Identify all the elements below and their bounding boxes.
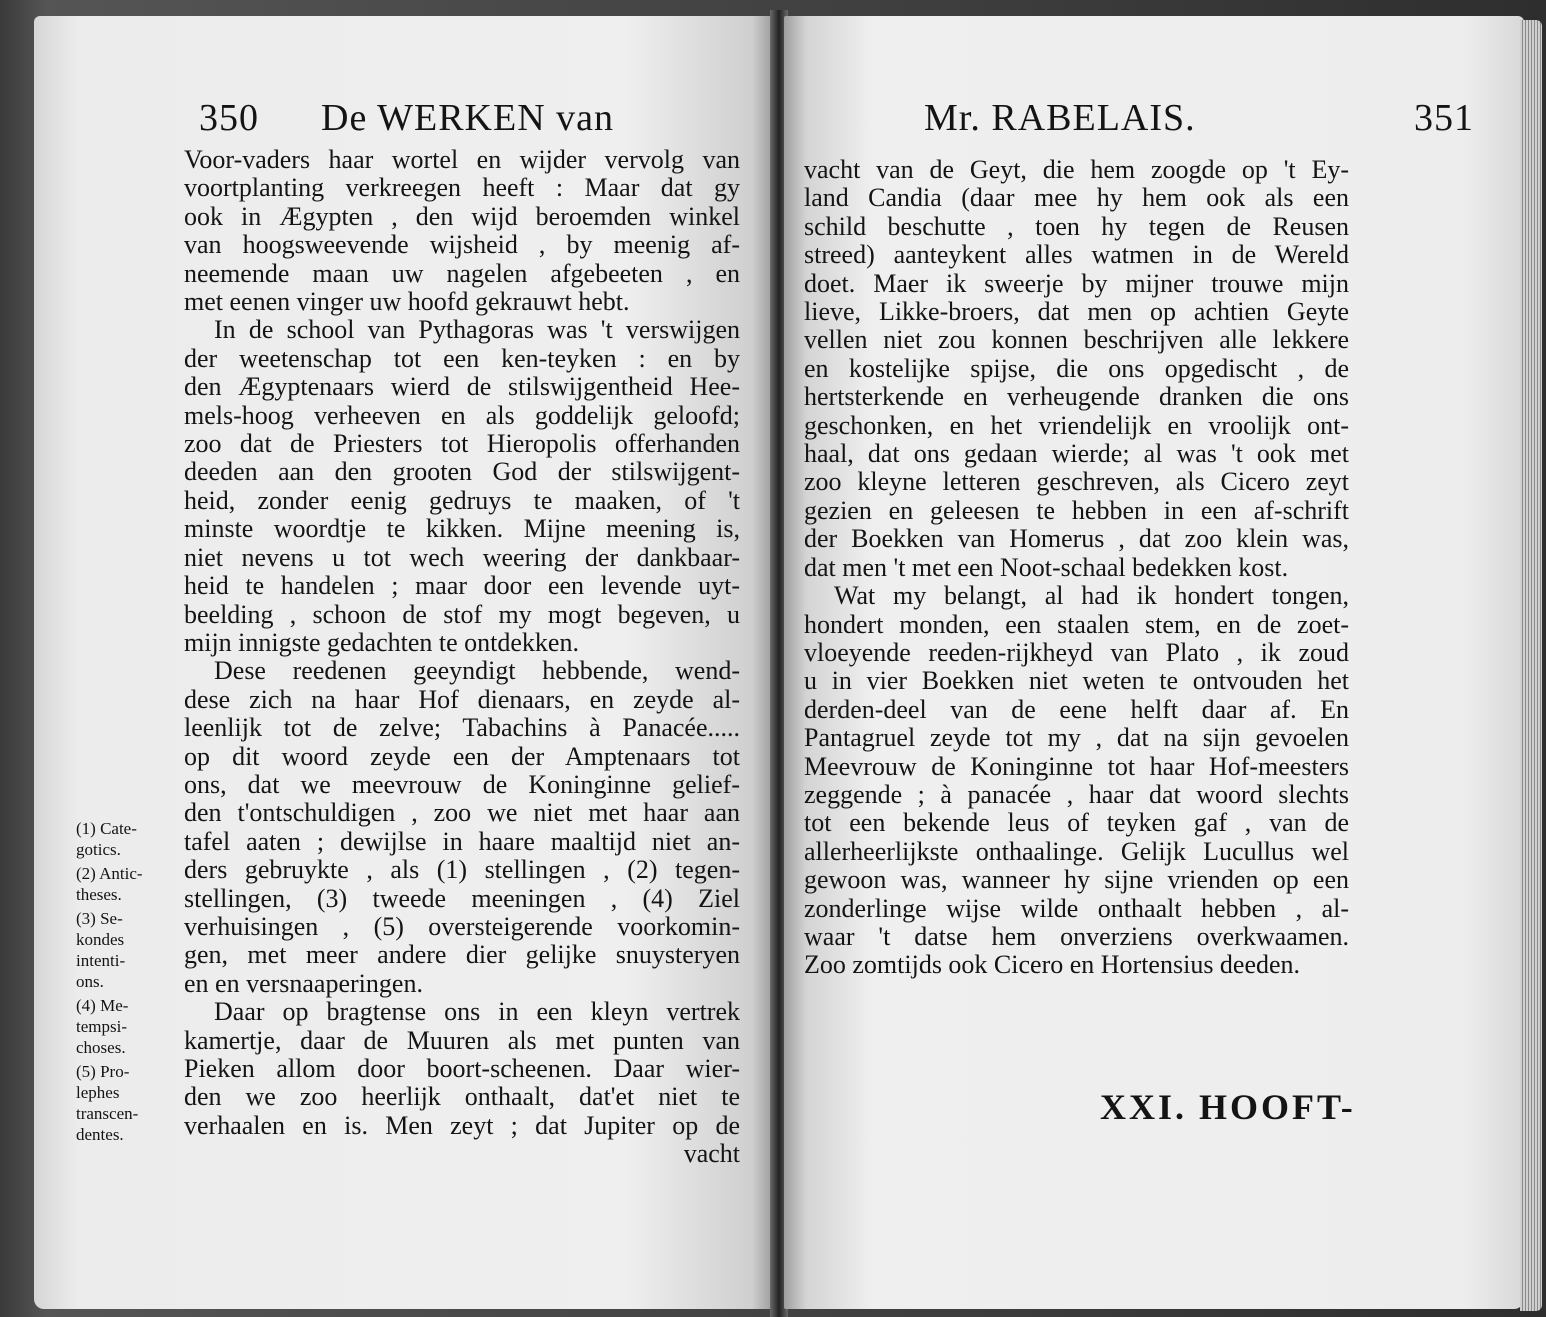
- text-line: vacht van de Geyt, die hem zoogde op 't Ey-: [804, 156, 1349, 184]
- text-line: haal, dat ons gedaan wierde; al was 't ook met: [804, 440, 1349, 469]
- text-line: voortplanting verkreegen heeft : Maar dat gy: [184, 174, 740, 203]
- text-line: dese zich na haar Hof dienaars, en zeyde al-: [184, 685, 740, 714]
- text-line: mijn innigste gedachten te ontdekken.: [184, 628, 579, 657]
- left-page-number: 350: [199, 97, 259, 139]
- left-margin-notes: [76, 818, 172, 1148]
- text-line: zonderlinge wijse wilde onthaalt hebben , al-: [804, 894, 1349, 923]
- left-page-body: [184, 146, 740, 1169]
- margin-note: [76, 818, 172, 860]
- text-line: ook in Ægypten , den wijd beroemden winkel: [184, 202, 740, 231]
- text-line: derden-deel van de eene helft daar af. En: [804, 695, 1349, 724]
- text-line: vellen niet zou konnen beschrijven alle lekkere: [804, 326, 1349, 355]
- text-line: heid te handelen ; maar door een levende uyt-: [184, 572, 740, 601]
- right-running-head: Mr. RABELAIS.: [924, 97, 1196, 139]
- text-line: Dese reedenen geeyndigt hebbende, wend-: [214, 657, 740, 686]
- text-line: heid, zonder eenig gedruys te maaken, of 't: [184, 486, 740, 515]
- text-line: verhuisingen , (5) oversteigerende voorkomin-: [184, 912, 740, 941]
- margin-note: [76, 908, 172, 992]
- margin-note-line: (2) Antic-: [76, 864, 143, 883]
- margin-note-line: (3) Se-: [76, 909, 123, 928]
- text-line: op dit woord zeyde een der Amptenaars tot: [184, 742, 740, 771]
- text-line: kamertje, daar de Muuren als met punten van: [184, 1026, 740, 1055]
- text-line: met eenen vinger uw hoofd gekrauwt hebt.: [184, 288, 630, 317]
- margin-note-line: intenti-: [76, 951, 126, 970]
- margin-note-line: dentes.: [76, 1125, 124, 1144]
- text-line: gezien en geleesen te hebben in een af-schrift: [804, 496, 1349, 525]
- text-line: geschonken, en het vriendelijk en vroolijk ont-: [804, 411, 1349, 440]
- text-line: leenlijk tot de zelve; Tabachins à Panacée.....: [184, 714, 740, 743]
- text-line: Wat my belangt, al had ik hondert tongen,: [834, 582, 1349, 611]
- text-line: zeggende ; à panacée , haar dat woord slechts: [804, 780, 1349, 809]
- text-line: mels-hoog verheeven en als goddelijk geloofd;: [184, 401, 740, 430]
- text-line: dat men 't met een Noot-schaal bedekken kost.: [804, 553, 1289, 582]
- page-edges: [1520, 20, 1542, 1311]
- margin-note-line: theses.: [76, 885, 122, 904]
- text-line: gen, met meer andere dier gelijke snuysteryen: [184, 941, 740, 970]
- margin-note-line: tempsi-: [76, 1017, 127, 1036]
- text-line: streed) aanteykent alles watmen in de Wereld: [804, 241, 1349, 270]
- text-line: niet nevens u tot wech weering der dankbaar-: [184, 543, 740, 572]
- text-line: ders gebruykte , als (1) stellingen , (2) tegen-: [184, 856, 740, 885]
- text-line: hondert monden, een staalen stem, en de zoet-: [804, 610, 1349, 639]
- margin-note-line: ons.: [76, 972, 104, 991]
- left-page: [34, 16, 774, 1309]
- text-line: en kostelijke spijse, die ons opgedischt , de: [804, 354, 1349, 383]
- text-line: tot een bekende leus of teyken gaf , van de: [804, 809, 1349, 838]
- left-running-head: De WERKEN van: [321, 97, 615, 139]
- text-line: In de school van Pythagoras was 't verswijgen: [214, 316, 740, 345]
- chapter-heading: XXI. HOOFT-: [1100, 1087, 1356, 1127]
- text-line: Pieken allom door boort-scheenen. Daar wier-: [184, 1055, 740, 1083]
- right-page: [784, 16, 1524, 1309]
- text-line: den t'ontschuldigen , zoo we niet met haar aan: [184, 799, 740, 828]
- text-line: tafel aaten ; dewijlse in haare maaltijd niet an-: [184, 827, 740, 856]
- margin-note-line: (1) Cate-: [76, 819, 137, 838]
- right-page-body: [804, 156, 1349, 980]
- text-line: lieve, Likke-broers, dat men op achtien Geyte: [804, 298, 1349, 327]
- margin-note-line: gotics.: [76, 840, 121, 859]
- right-page-number: 351: [1414, 97, 1474, 139]
- text-line: stellingen, (3) tweede meeningen , (4) Ziel: [184, 884, 740, 913]
- text-line: Zoo zomtijds ook Cicero en Hortensius deeden.: [804, 951, 1301, 980]
- text-line: vacht: [683, 1140, 740, 1169]
- text-line: neemende maan uw nagelen afgebeeten , en: [184, 259, 740, 288]
- text-line: Pantagruel zeyde tot my , dat na sijn gevoelen: [804, 724, 1349, 753]
- margin-note-line: choses.: [76, 1038, 126, 1057]
- text-line: gewoon was, wanneer hy sijne vrienden op een: [804, 866, 1349, 895]
- margin-note-line: (5) Pro-: [76, 1062, 130, 1081]
- text-line: verhaalen en is. Men zeyt ; dat Jupiter op de: [184, 1111, 740, 1140]
- text-line: doet. Maer ik sweerje by mijner trouwe mijn: [804, 269, 1349, 298]
- right-page-header: [924, 96, 1474, 146]
- margin-note: [76, 995, 172, 1058]
- text-line: allerheerlijkste onthaalinge. Gelijk Lucullus wel: [804, 837, 1349, 866]
- text-line: ons, dat we meevrouw de Koninginne gelief-: [184, 770, 740, 799]
- text-line: van hoogsweevende wijsheid , by meenig af-: [184, 231, 740, 260]
- text-line: waar 't datse hem onverziens overkwaamen.: [804, 922, 1349, 951]
- text-line: beelding , schoon de stof my mogt begeven, u: [184, 600, 740, 629]
- text-line: den we zoo heerlijk onthaalt, dat'et niet te: [184, 1083, 740, 1112]
- text-line: den Ægyptenaars wierd de stilswijgentheid Hee-: [184, 373, 740, 402]
- margin-note-line: lephes: [76, 1083, 120, 1102]
- text-line: der Boekken van Homerus , dat zoo klein was,: [804, 525, 1349, 554]
- text-line: Meevrouw de Koninginne tot haar Hof-meesters: [804, 752, 1349, 781]
- text-line: schild beschutte , toen hy tegen de Reusen: [804, 212, 1349, 241]
- margin-note-line: kondes: [76, 930, 125, 949]
- text-line: Daar op bragtense ons in een kleyn vertrek: [214, 998, 740, 1027]
- text-line: deeden aan den grooten God der stilswijgent-: [184, 458, 740, 487]
- text-line: minste woordtje te kikken. Mijne meening is,: [184, 515, 740, 544]
- text-line: zoo dat de Priesters tot Hieropolis offerhanden: [184, 430, 740, 459]
- text-line: en en versnaaperingen.: [184, 969, 423, 998]
- text-line: zoo kleyne letteren geschreven, als Cicero zeyt: [804, 468, 1349, 497]
- margin-note-line: transcen-: [76, 1104, 139, 1123]
- left-page-header: [199, 96, 769, 146]
- text-line: vloeyende reeden-rijkheyd van Plato , ik zoud: [804, 638, 1349, 667]
- margin-note-line: (4) Me-: [76, 996, 129, 1015]
- text-line: land Candia (daar mee hy hem ook als een: [804, 184, 1349, 213]
- margin-note: [76, 1061, 172, 1145]
- text-line: Voor-vaders haar wortel en wijder vervolg van: [184, 146, 740, 174]
- text-line: u in vier Boekken niet weten te ontvouden het: [804, 667, 1349, 696]
- text-line: der weetenschap tot een ken-teyken : en by: [184, 344, 740, 373]
- text-line: hertsterkende en verheugende dranken die ons: [804, 383, 1349, 412]
- margin-note: [76, 863, 172, 905]
